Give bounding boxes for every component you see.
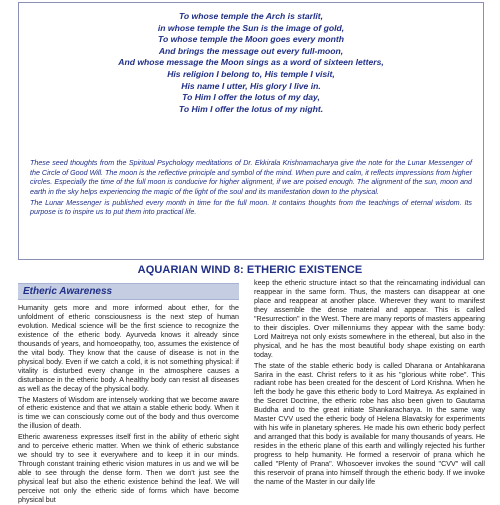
poem-line: To whose temple the Arch is starlit, xyxy=(178,11,324,21)
article-title: AQUARIAN WIND 8: ETHERIC EXISTENCE xyxy=(137,264,363,276)
body-paragraph: Humanity gets more and more informed about ether, for the unfoldment of etheric consciousness is the next step of human evolution. Medical science will be the first science to recognize the existence of the etheric body. Ayurveda knows it already since thousands of years, and homoeopathy, too, assumes the existence of the vital body. They know that the cause of disease is not in the physical body. Even if we catch a cold, it is not something physical: if vitality is disturbed every change in the atmosphere causes a disturbance in the etheric body. A healthy body can resist all diseases as well as the decay of the physical body. xyxy=(18,304,239,393)
intro-paragraph: The Lunar Messenger is published every month in time for the full moon. It contains thoughts from the teachings of eternal wisdom. Its purpose is to inspire us to put them into practical life. xyxy=(30,198,472,217)
body-paragraph: Etheric awareness expresses itself first in the ability of etheric sight and to perceive etheric matter. When we think of etheric substance we should try to see it everywhere and to keep it in our minds. Through constant training etheric vision matures in us and we will be able to see through the dense form. Then we don't just see the physical leaf but also the etheric existence behind the leaf. We will perceive not only the etheric side of forms which have become physical but xyxy=(18,433,239,505)
intro-text xyxy=(30,159,472,219)
body-paragraph: keep the etheric structure intact so that the reincarnating individual can reappear in the same form. Thus, the masters can disappear at one place and reappear at another place. Wherever they want to manifest they assemble the dense material and appear. This is called "Resurrection" in the West. There are many reports of masters appearing to their disciples. Over millenniums they appear with the same body: Lord Maitreya not only exists somewhere in the ethereal, but also in the physical, and he has the most beautiful body shape existing on earth today. xyxy=(254,279,485,359)
body-paragraph: The Masters of Wisdom are intensely working that we become aware of etheric existence and that we attain a stable etheric body. When it is time we can consciously come out of the body and thus overcome the illusion of death. xyxy=(18,395,239,431)
section-heading: Etheric Awareness xyxy=(23,286,113,297)
right-body-text xyxy=(254,279,485,487)
poem-line: His religion I belong to, His temple I visit, xyxy=(167,68,335,79)
poem-line: And brings the message out every full-moon, xyxy=(158,45,344,56)
left-column xyxy=(18,283,239,505)
section-bar xyxy=(18,283,239,300)
poem-line: To Him I offer the lotus of my day, xyxy=(182,92,320,103)
left-body-text xyxy=(18,304,239,505)
poem-line: And whose message the Moon sings as a word of sixteen letters, xyxy=(118,57,384,68)
poem-line: To Him I offer the lotus of my night. xyxy=(178,103,324,114)
poem-line: To whose temple the Moon goes every month xyxy=(158,34,344,45)
poem-line: His name I utter, His glory I live in. xyxy=(181,80,321,91)
poem-line: in whose temple the Sun is the image of gold, xyxy=(157,22,345,33)
intro-paragraph: These seed thoughts from the Spiritual Psychology meditations of Dr. Ekkirala Krishnamacharya give the note for the Lunar Messenger of the Circle of Good Will. The moon is the reflective principle and symbol of the mind. When pure and calm, it reflects impressions from higher circles. Especially the time of the full moon is conducive for higher alignment, if we are poised enough. The alignment of the sun, moon and earth in the sky helps experiencing the magic of the light of the soul and its manifestation down to the physical. xyxy=(30,159,472,196)
intro-box xyxy=(18,2,484,260)
right-column xyxy=(254,279,485,500)
poem xyxy=(19,11,483,115)
body-paragraph: The state of the stable etheric body is called Dharana or Antahkarana Sarira in the east. Christ refers to it as his "glorious white robe". This radiant robe has been created for the descent of Lord Krishna. When he left the body he gave this etheric body to Lord Maitreya. As explained in the Secret Doctrine, the etheric robe has also been given to Gautama Buddha and to the great initiate Shankaracharya. In the same way Master CVV used the etheric body of Helena Blavatsky for experiments with his wife in planetary spheres. He made his own etheric body perfect and arranged that this body is available for many thousands of years. He resides in the etheric plane of this earth and willingly rejected his further progress to help humanity. He formed a reservoir of prana which he called "Plenty of Prana". Whosoever invokes the sound "CVV" will call this reservoir of prana into himself through the etheric body. If we invoke the name of the Master in our daily life xyxy=(254,361,485,486)
